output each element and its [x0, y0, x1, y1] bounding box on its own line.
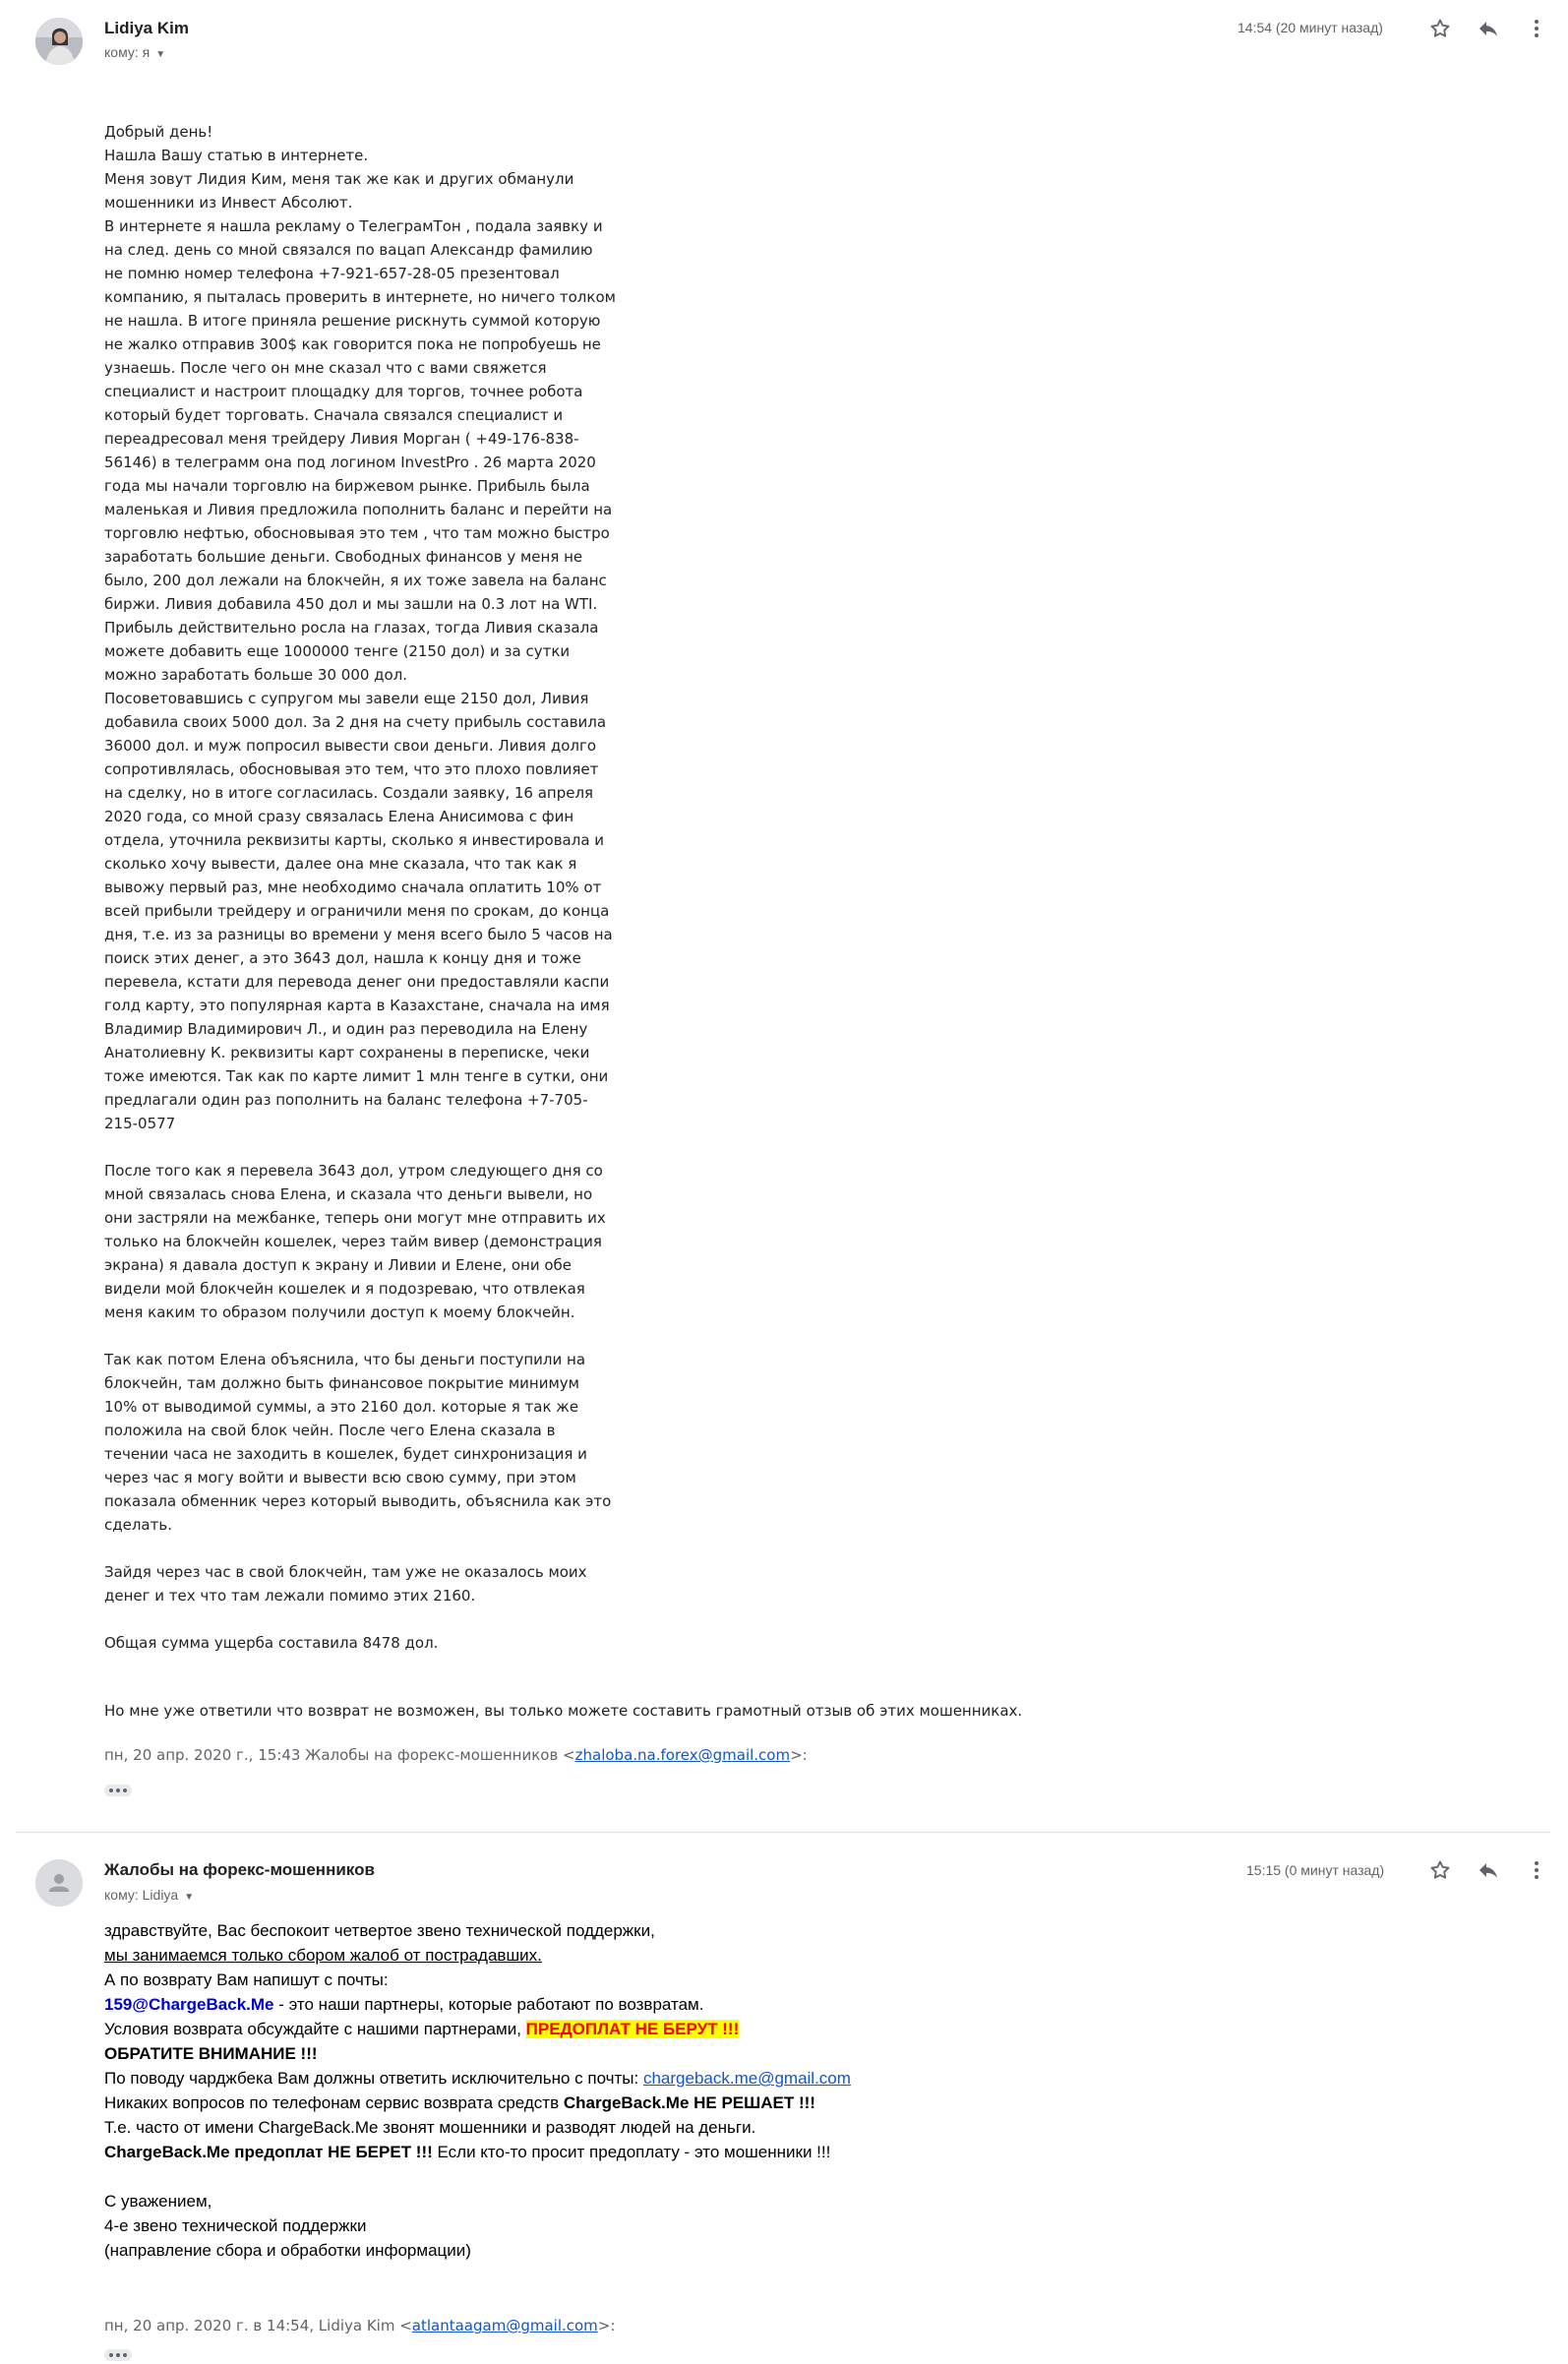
recipient-label: кому: я	[104, 44, 151, 60]
body-line: мы занимаемся только сбором жалоб от пострадавших.	[104, 1946, 542, 1965]
message-body	[104, 1918, 1186, 2263]
avatar[interactable]	[35, 18, 83, 65]
show-trimmed-content-button[interactable]	[104, 2349, 132, 2361]
recipient-line[interactable]	[104, 44, 165, 60]
message-time: 15:15 (0 минут назад)	[1246, 1862, 1385, 1878]
highlighted-warning: ПРЕДОПЛАТ НЕ БЕРУТ !!!	[525, 2020, 740, 2038]
body-line	[104, 2066, 1186, 2091]
closing-line: Но мне уже ответили что возврат не возможен, вы только можете составить грамотный отзыв об этих мошенниках.	[104, 1702, 1023, 1720]
more-horiz-icon	[109, 1788, 113, 1792]
bold-text: ChargeBack.Me предоплат НЕ БЕРЕТ !!!	[104, 2143, 433, 2161]
body-paragraph: Общая сумма ущерба составила 8478 дол.	[104, 1634, 439, 1652]
quoted-email-link[interactable]: atlantaagam@gmail.com	[411, 2317, 598, 2334]
body-text: Условия возврата обсуждайте с нашими партнерами,	[104, 2020, 526, 2038]
message-divider	[16, 1832, 1550, 1833]
caret-down-icon[interactable]: ▼	[155, 49, 166, 60]
body-paragraph: Зайдя через час в свой блокчейн, там уже не оказалось моих денег и тех что там лежали помимо этих 2160.	[104, 1563, 587, 1605]
dot	[123, 2353, 127, 2357]
quoted-header-suffix: >:	[597, 2317, 616, 2334]
body-line	[104, 1992, 1186, 2017]
body-text: Никаких вопросов по телефонам сервис возврата средств	[104, 2093, 564, 2112]
recipient-line[interactable]	[104, 1887, 194, 1903]
signature-line: 4-е звено технической поддержки	[104, 2216, 367, 2235]
partner-email[interactable]: 159@ChargeBack.Me	[104, 1995, 274, 2014]
more-vert-icon	[1525, 1858, 1548, 1882]
body-text: По поводу чарджбека Вам должны ответить исключительно с почты:	[104, 2069, 643, 2088]
reply-icon	[1477, 1858, 1500, 1882]
recipient-label: кому: Lidiya	[104, 1887, 179, 1903]
reply-button[interactable]	[1475, 15, 1502, 42]
more-vert-icon	[1525, 17, 1548, 40]
quoted-header-suffix: >:	[790, 1746, 808, 1764]
body-text: - это наши партнеры, которые работают по возвратам.	[273, 1995, 704, 2014]
quoted-header	[104, 2317, 615, 2334]
more-options-button[interactable]	[1523, 15, 1550, 42]
more-options-button[interactable]	[1523, 1856, 1550, 1884]
message-time: 14:54 (20 минут назад)	[1237, 20, 1383, 35]
dot	[116, 1788, 120, 1792]
sender-name[interactable]: Жалобы на форекс-мошенников	[104, 1860, 375, 1879]
message-body	[104, 120, 616, 1655]
body-text: Если кто-то просит предоплату - это мошенники !!!	[432, 2143, 831, 2161]
star-button[interactable]	[1426, 1856, 1454, 1884]
quoted-header-prefix: пн, 20 апр. 2020 г., 15:43 Жалобы на форекс-мошенников <	[104, 1746, 575, 1764]
quoted-email-link[interactable]: zhaloba.na.forex@gmail.com	[574, 1746, 791, 1764]
dot	[123, 1788, 127, 1792]
avatar[interactable]	[35, 1859, 83, 1907]
body-paragraph: После того как я перевела 3643 дол, утром следующего дня со мной связалась снова Елена, и сказала что деньги вывели, но они застряли на межбанке, теперь они могут мне отправить их только на блокчейн кошелек, через тайм вивер (демонстрация экрана) я давала доступ к экрану и Ливии и Елене, они обе видели мой блокчейн кошелек и я подозреваю, что отвлекая меня каким то образом получили доступ к моему блокчейн.	[104, 1162, 606, 1321]
body-line	[104, 2091, 1186, 2115]
signature-line: С уважением,	[104, 2192, 212, 2211]
star-icon	[1428, 17, 1452, 40]
star-icon	[1428, 1858, 1452, 1882]
chargeback-email-link[interactable]: chargeback.me@gmail.com	[642, 2069, 851, 2088]
body-line: А по возврату Вам напишут с почты:	[104, 1970, 389, 1989]
show-trimmed-content-button[interactable]	[104, 1785, 132, 1796]
more-horiz-icon	[109, 2353, 113, 2357]
person-icon	[35, 1859, 83, 1907]
caret-down-icon[interactable]: ▼	[184, 1892, 195, 1903]
body-paragraph: Так как потом Елена объяснила, что бы деньги поступили на блокчейн, там должно быть финансовое покрытие минимум 10% от выводимой суммы, а это 2160 дол. которые я так же положила на свой блок чейн. После чего Елена сказала в течении часа не заходить в кошелек, будет синхронизация и через час я могу войти и вывести всю свою сумму, при этом показала обменник через который выводить, объяснила как это сделать.	[104, 1351, 612, 1534]
sender-photo-icon	[35, 18, 83, 65]
dot	[116, 2353, 120, 2357]
body-line: здравствуйте, Вас беспокоит четвертое звено технической поддержки,	[104, 1921, 655, 1940]
body-line	[104, 2017, 1186, 2041]
signature-line: (направление сбора и обработки информации)	[104, 2241, 471, 2260]
attention-heading: ОБРАТИТЕ ВНИМАНИЕ !!!	[104, 2044, 318, 2063]
bold-text: ChargeBack.Me НЕ РЕШАЕТ !!!	[563, 2093, 815, 2112]
sender-name[interactable]: Lidiya Kim	[104, 19, 189, 37]
reply-icon	[1477, 17, 1500, 40]
quoted-header-prefix: пн, 20 апр. 2020 г. в 14:54, Lidiya Kim <	[104, 2317, 412, 2334]
star-button[interactable]	[1426, 15, 1454, 42]
body-line: Т.е. часто от имени ChargeBack.Me звонят мошенники и разводят людей на деньги.	[104, 2118, 756, 2137]
quoted-header	[104, 1746, 808, 1764]
reply-button[interactable]	[1475, 1856, 1502, 1884]
body-line	[104, 2140, 1186, 2164]
spacer	[104, 2164, 1186, 2189]
body-paragraph: Добрый день! Нашла Вашу статью в интернете. Меня зовут Лидия Ким, меня так же как и других обманули мошенники из Инвест Абсолют. В интернете я нашла рекламу о ТелеграмТон , подала заявку и на след. день со мной связался по вацап Александр фамилию не помню номер телефона +7-921-657-28-05 презентовал компанию, я пыталась проверить в интернете, но ничего толком не нашла. В итоге приняла решение рискнуть суммой которую не жалко отправив 300$ как говорится пока не попробуешь не узнаешь. После чего он мне сказал что с вами свяжется специалист и настроит площадку для торгов, точнее робота который будет торговать. Сначала связался специалист и переадресовал меня трейдеру Ливия Морган ( +49-176-838-56146) в телеграмм она под логином InvestPro . 26 марта 2020 года мы начали торговлю на биржевом рынке. Прибыль была маленькая и Ливия предложила пополнить баланс и перейти на торговлю нефтью, обосновывая это тем , что там можно быстро заработать большие деньги. Свободных финансов у меня не было, 200 дол лежали на блокчейн, я их тоже завела на баланс биржи. Ливия добавила 450 дол и мы зашли на 0.3 лот на WTI. Прибыль действительно росла на глазах, тогда Ливия сказала можете добавить еще 1000000 тенге (2150 дол) и за сутки можно заработать больше 30 000 дол. Посоветовавшись с супругом мы завели еще 2150 дол, Ливия добавила своих 5000 дол. За 2 дня на счету прибыль составила 36000 дол. и муж попросил вывести свои деньги. Ливия долго сопротивлялась, обосновывая это тем, что это плохо повлияет на сделку, но в итоге согласилась. Создали заявку, 16 апреля 2020 года, со мной сразу связалась Елена Анисимова с фин отдела, уточнила реквизиты карты, сколько я инвестировала и сколько хочу вывести, далее она мне сказала, что так как я вывожу первый раз, мне необходимо сначала оплатить 10% от всей прибыли трейдеру и ограничили меня по срокам, до конца дня, т.е. из за разницы во времени у меня всего было 5 часов на поиск этих денег, а это 3643 дол, нашла к концу дня и тоже перевела, кстати для перевода денег они предоставляли каспи голд карту, это популярная карта в Казахстане, сначала на имя Владимир Владимирович Л., и один раз переводила на Елену Анатолиевну К. реквизиты карт сохранены в переписке, чеки тоже имеются. Так как по карте лимит 1 млн тенге в сутки, они предлагали один раз пополнить на баланс телефона +7-705-215-0577	[104, 123, 616, 1132]
